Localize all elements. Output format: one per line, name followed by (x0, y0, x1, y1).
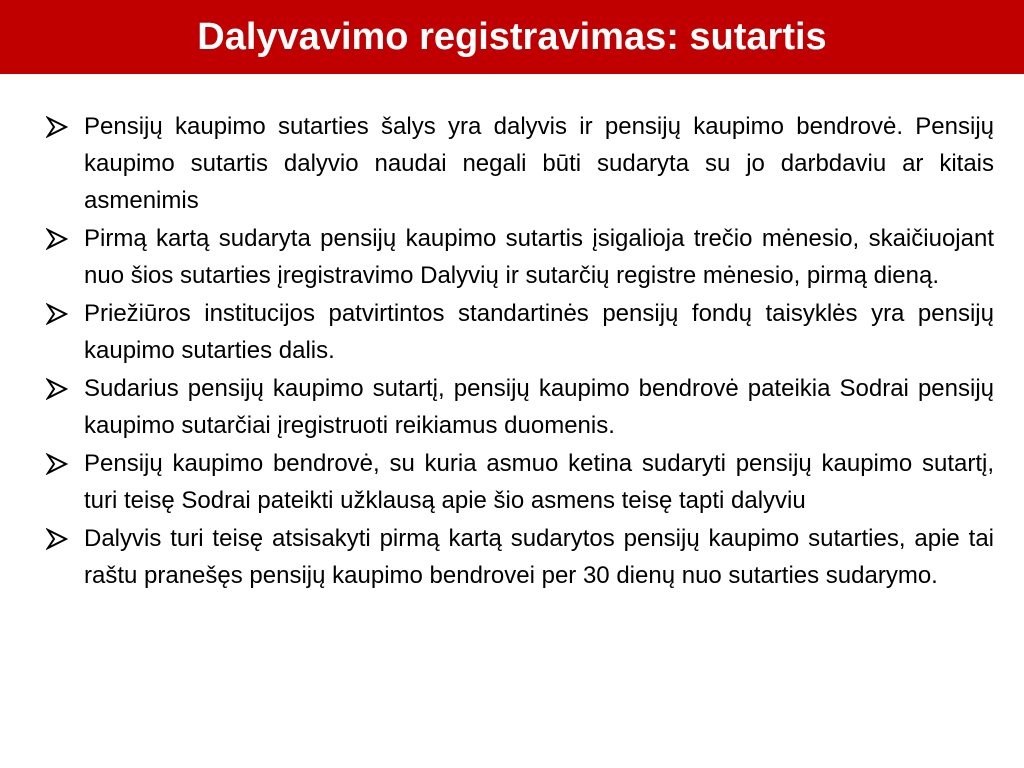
bullet-text: Priežiūros institucijos patvirtintos standartinės pensijų fondų taisyklės yra pensijų kaupimo sutarties dalis. (84, 300, 994, 364)
arrowhead-bullet-icon (46, 453, 68, 475)
bullet-text: Pirmą kartą sudaryta pensijų kaupimo sutartis įsigalioja trečio mėnesio, skaičiuojant nuo šios sutarties įregistravimo Dalyvių ir sutarčių registre mėnesio, pirmą dieną. (84, 225, 994, 289)
slide-content (44, 108, 994, 595)
bullet-item (44, 220, 994, 294)
bullet-item (44, 520, 994, 594)
arrowhead-bullet-icon (46, 116, 68, 138)
bullet-item (44, 108, 994, 219)
bullet-item (44, 295, 994, 369)
bullet-item (44, 370, 994, 444)
arrowhead-bullet-icon (46, 378, 68, 400)
slide-title: Dalyvavimo registravimas: sutartis (197, 15, 827, 58)
arrowhead-bullet-icon (46, 528, 68, 550)
bullet-text: Sudarius pensijų kaupimo sutartį, pensijų kaupimo bendrovė pateikia Sodrai pensijų kaupimo sutarčiai įregistruoti reikiamus duomenis. (84, 375, 994, 439)
bullet-list (44, 108, 994, 594)
arrowhead-bullet-icon (46, 228, 68, 250)
bullet-item (44, 445, 994, 519)
arrowhead-bullet-icon (46, 303, 68, 325)
bullet-text: Pensijų kaupimo sutarties šalys yra dalyvis ir pensijų kaupimo bendrovė. Pensijų kaupimo sutartis dalyvio naudai negali būti sudaryta su jo darbdaviu ar kitais asmenimis (84, 113, 994, 214)
bullet-text: Pensijų kaupimo bendrovė, su kuria asmuo ketina sudaryti pensijų kaupimo sutartį, turi teisę Sodrai pateikti užklausą apie šio asmens teisę tapti dalyviu (84, 450, 994, 514)
title-bar (0, 0, 1024, 74)
bullet-text: Dalyvis turi teisę atsisakyti pirmą kartą sudarytos pensijų kaupimo sutarties, apie tai raštu pranešęs pensijų kaupimo bendrovei per 30 dienų nuo sutarties sudarymo. (84, 525, 994, 589)
